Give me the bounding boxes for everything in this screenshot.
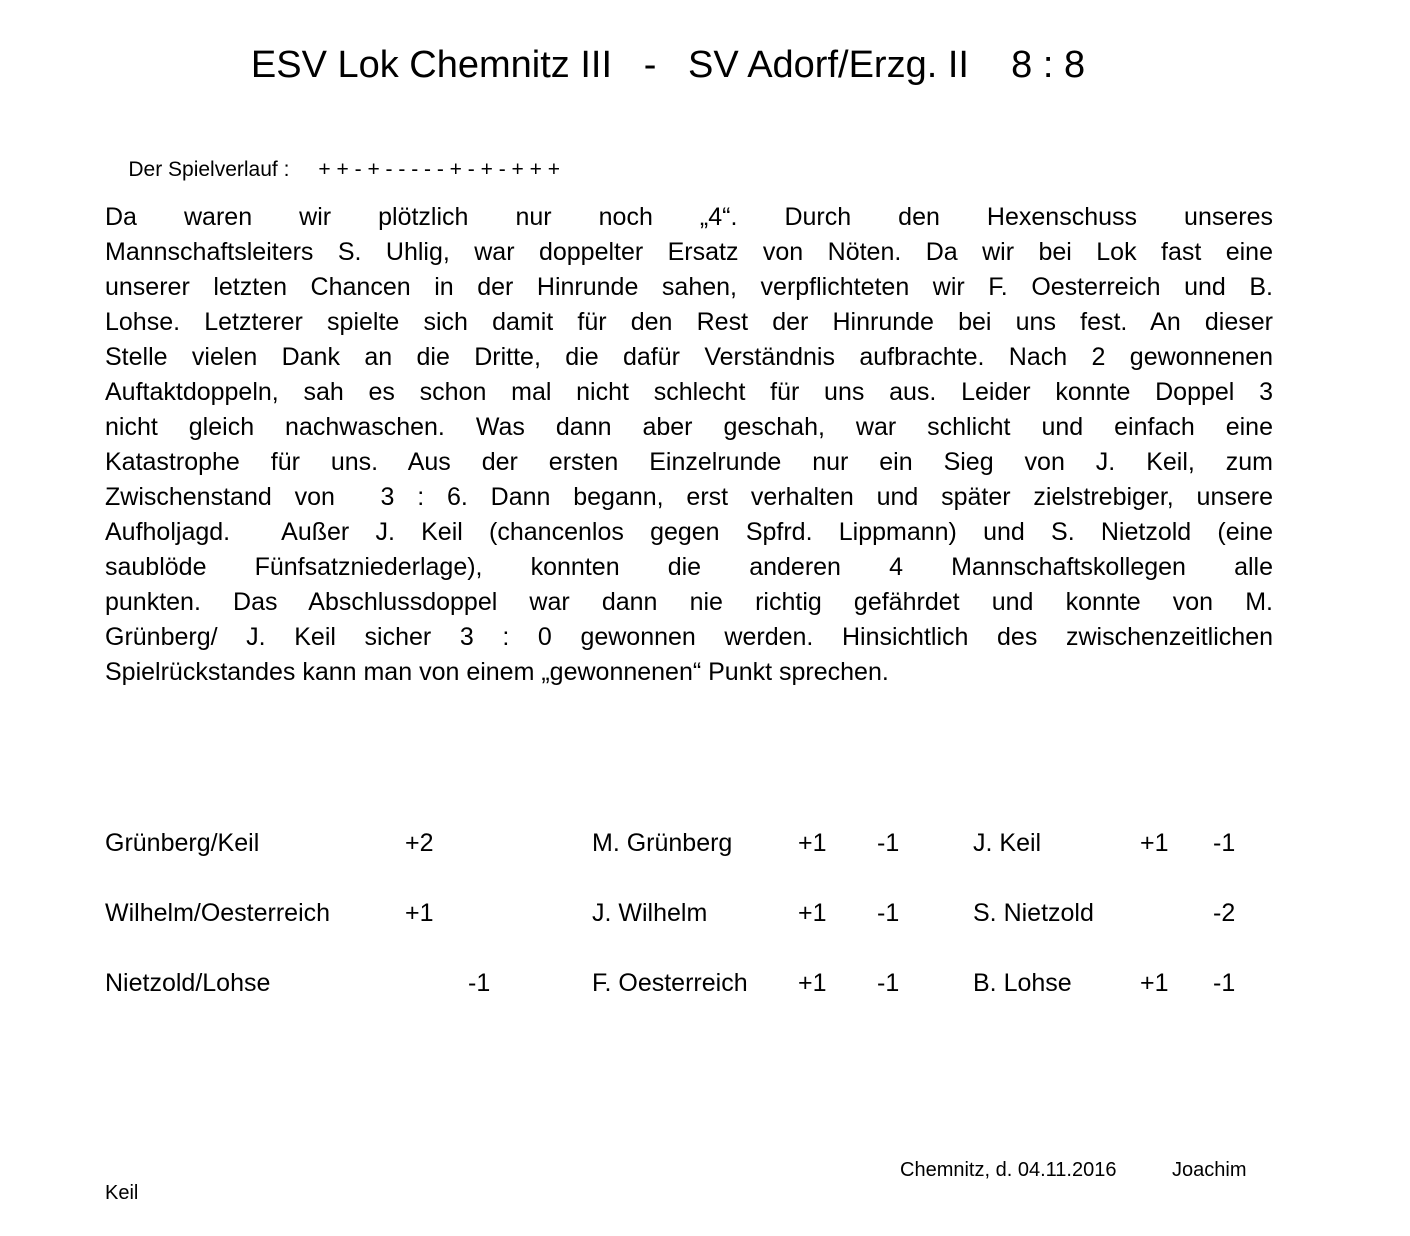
singles-win-count: +1 — [1140, 829, 1169, 857]
singles-win-count: +1 — [798, 969, 827, 997]
report-line: unserer letzten Chancen in der Hinrunde sahen, verpflichteten wir F. Oesterreich und B. — [105, 273, 1273, 301]
match-report-text — [105, 200, 1273, 690]
singles-loss-count: -1 — [1213, 969, 1236, 997]
results-row — [0, 896, 1410, 931]
spielverlauf-sequence: + + - + - - - - - + - + - + + + — [318, 158, 560, 181]
singles-loss-count: -1 — [877, 899, 900, 927]
singles-player-name: F. Oesterreich — [592, 969, 748, 997]
doubles-win-count: +1 — [405, 899, 434, 927]
report-line: Spielrückstandes kann man von einem „gewonnenen“ Punkt sprechen. — [105, 658, 889, 686]
report-line: Katastrophe für uns. Aus der ersten Einzelrunde nur ein Sieg von J. Keil, zum — [105, 448, 1273, 476]
report-line: nicht gleich nachwaschen. Was dann aber geschah, war schlicht und einfach eine — [105, 413, 1273, 441]
results-row — [0, 966, 1410, 1001]
report-line: Grünberg/ J. Keil sicher 3 : 0 gewonnen werden. Hinsichtlich des zwischenzeitlichen — [105, 623, 1273, 651]
report-line: Da waren wir plötzlich nur noch „4“. Durch den Hexenschuss unseres — [105, 203, 1273, 231]
singles-player-name: J. Wilhelm — [592, 899, 708, 927]
place-date: Chemnitz, d. 04.11.2016 — [900, 1159, 1117, 1181]
singles-win-count: +1 — [1140, 969, 1169, 997]
doubles-pair-name: Wilhelm/Oesterreich — [105, 899, 331, 927]
report-line: Zwischenstand von 3 : 6. Dann begann, erst verhalten und später zielstrebiger, unsere — [105, 483, 1273, 511]
results-row — [0, 826, 1410, 861]
spielverlauf-label: Der Spielverlauf : — [128, 158, 290, 181]
singles-loss-count: -1 — [1213, 829, 1236, 857]
singles-win-count: +1 — [798, 829, 827, 857]
doubles-loss-count: -1 — [468, 969, 491, 997]
singles-loss-count: -1 — [877, 829, 900, 857]
doubles-pair-name: Grünberg/Keil — [105, 829, 260, 857]
singles-player-name: J. Keil — [973, 829, 1042, 857]
report-line: saublöde Fünfsatzniederlage), konnten die anderen 4 Mannschaftskollegen alle — [105, 553, 1273, 581]
report-line: Auftaktdoppeln, sah es schon mal nicht schlecht für uns aus. Leider konnte Doppel 3 — [105, 378, 1273, 406]
doubles-pair-name: Nietzold/Lohse — [105, 969, 271, 997]
report-line: Aufholjagd. Außer J. Keil (chancenlos gegen Spfrd. Lippmann) und S. Nietzold (eine — [105, 518, 1273, 546]
report-line: Stelle vielen Dank an die Dritte, die dafür Verständnis aufbrachte. Nach 2 gewonnenen — [105, 343, 1273, 371]
doubles-win-count: +2 — [405, 829, 434, 857]
signature-name-first: Joachim — [1172, 1159, 1247, 1181]
report-line: Lohse. Letzterer spielte sich damit für den Rest der Hinrunde bei uns fest. An dieser — [105, 308, 1273, 336]
singles-win-count: +1 — [798, 899, 827, 927]
report-line: punkten. Das Abschlussdoppel war dann nie richtig gefährdet und konnte von M. — [105, 588, 1273, 616]
spielverlauf-line — [105, 134, 560, 206]
singles-player-name: M. Grünberg — [592, 829, 733, 857]
singles-loss-count: -1 — [877, 969, 900, 997]
singles-player-name: S. Nietzold — [973, 899, 1094, 927]
singles-loss-count: -2 — [1213, 899, 1236, 927]
report-line: Mannschaftsleiters S. Uhlig, war doppelter Ersatz von Nöten. Da wir bei Lok fast eine — [105, 238, 1273, 266]
singles-player-name: B. Lohse — [973, 969, 1072, 997]
match-title: ESV Lok Chemnitz III - SV Adorf/Erzg. II 8 : 8 — [250, 44, 1086, 86]
signature-name-last: Keil — [105, 1182, 139, 1204]
